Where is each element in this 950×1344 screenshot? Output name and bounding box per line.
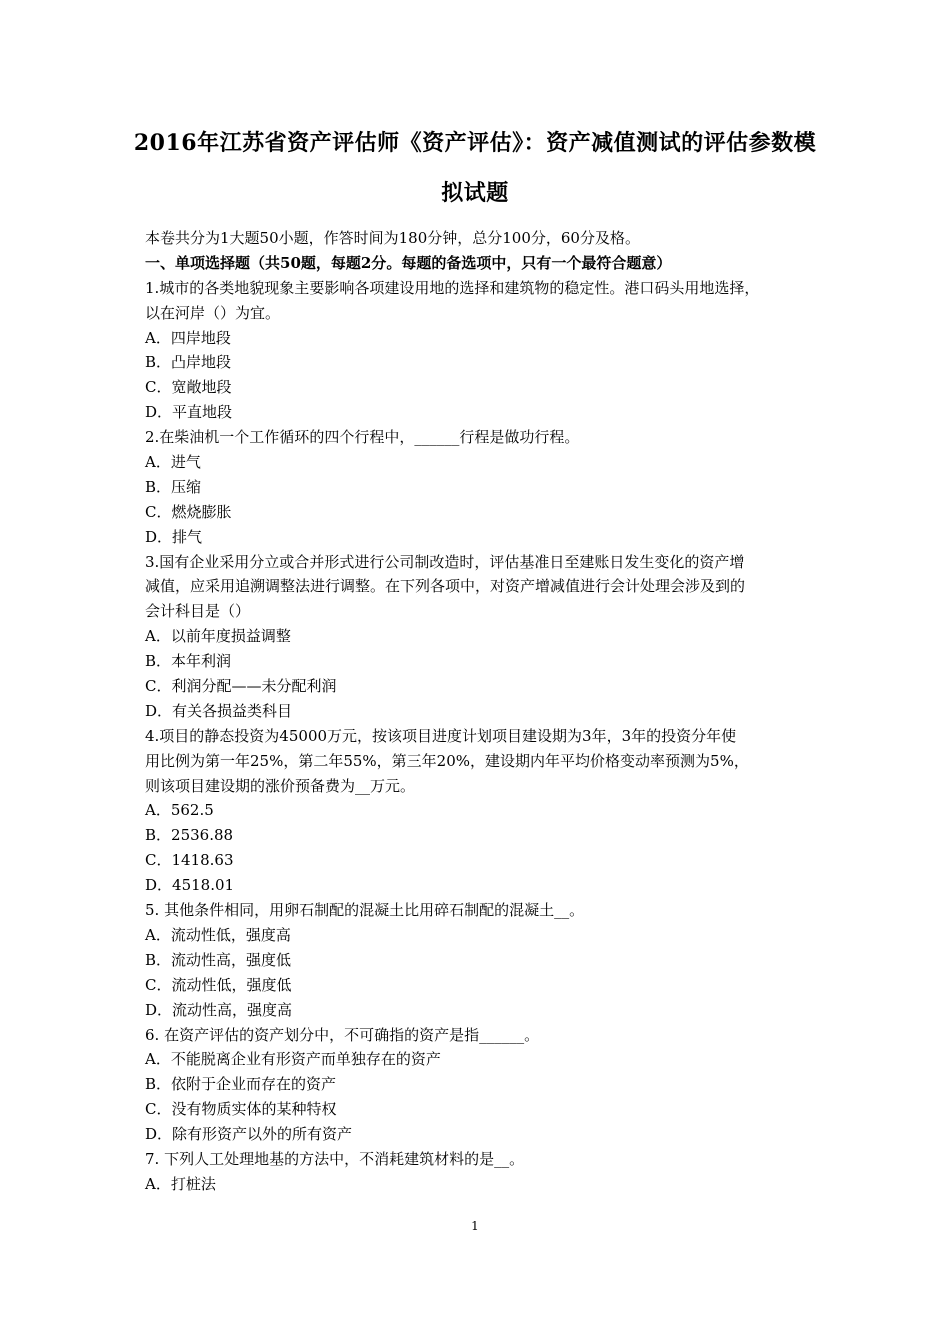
answer-option: C．宽敞地段	[145, 378, 232, 397]
question-stem-line: 会计科目是（）	[145, 602, 251, 621]
answer-option: D．除有形资产以外的所有资产	[145, 1125, 353, 1144]
answer-option: A．进气	[145, 453, 201, 472]
question-stem-line: 1.城市的各类地貌现象主要影响各项建设用地的选择和建筑物的稳定性。港口码头用地选择，	[145, 278, 760, 297]
page-number: 1	[471, 1219, 479, 1233]
answer-option: C．利润分配——未分配利润	[145, 677, 337, 696]
answer-option: A．四岸地段	[145, 328, 231, 347]
question-stem-line: 7. 下列人工处理地基的方法中，不消耗建筑材料的是__。	[145, 1149, 525, 1168]
answer-option: A．以前年度损益调整	[145, 627, 291, 646]
document-title-line-1: 2016年江苏省资产评估师《资产评估》：资产减值测试的评估参数模	[133, 130, 817, 156]
answer-option: C．流动性低，强度低	[145, 975, 292, 994]
answer-option: C．没有物质实体的某种特权	[145, 1100, 337, 1119]
answer-option: B．压缩	[145, 477, 202, 496]
question-stem-line: 以在河岸（）为宜。	[145, 303, 281, 322]
question-7	[145, 1147, 825, 1197]
answer-option: B．本年利润	[145, 652, 232, 671]
question-stem-line: 6. 在资产评估的资产划分中，不可确指的资产是指______。	[145, 1025, 540, 1044]
document-body	[145, 226, 825, 1197]
answer-option: B．流动性高，强度低	[145, 950, 292, 969]
question-stem-line: 2.在柴油机一个工作循环的四个行程中，______行程是做功行程。	[145, 428, 580, 447]
question-stem-line: 用比例为第一年25%，第二年55%，第三年20%，建设期内年平均价格变动率预测为5%，	[145, 751, 749, 770]
answer-option: B．2536.88	[145, 826, 234, 845]
question-6	[145, 1023, 825, 1147]
document-title-line-2: 拟试题	[441, 180, 509, 206]
answer-option: D．平直地段	[145, 403, 233, 422]
question-3	[145, 550, 825, 724]
question-2	[145, 425, 825, 549]
answer-option: A．不能脱离企业有形资产而单独存在的资产	[145, 1050, 441, 1069]
answer-option: D．排气	[145, 527, 203, 546]
exam-intro: 本卷共分为1大题50小题，作答时间为180分钟，总分100分，60分及格。	[145, 229, 640, 247]
question-stem-line: 5. 其他条件相同，用卵石制配的混凝土比用碎石制配的混凝土__。	[145, 901, 585, 920]
question-5	[145, 898, 825, 1022]
answer-option: D．4518.01	[145, 876, 235, 895]
answer-option: A．打桩法	[145, 1174, 216, 1193]
question-4	[145, 724, 825, 898]
answer-option: A．562.5	[145, 801, 214, 820]
question-stem-line: 则该项目建设期的涨价预备费为__万元。	[145, 776, 416, 795]
answer-option: B．依附于企业而存在的资产	[145, 1075, 337, 1094]
question-stem-line: 4.项目的静态投资为45000万元，按该项目进度计划项目建设期为3年，3年的投资分年使	[145, 726, 737, 745]
question-1	[145, 276, 825, 425]
section-heading: 一、单项选择题（共50题，每题2分。每题的备选项中，只有一个最符合题意）	[145, 253, 672, 272]
answer-option: D．有关各损益类科目	[145, 701, 293, 720]
answer-option: B．凸岸地段	[145, 353, 232, 372]
question-stem-line: 减值，应采用追溯调整法进行调整。在下列各项中，对资产增减值进行会计处理会涉及到的	[145, 577, 746, 596]
answer-option: A．流动性低，强度高	[145, 925, 291, 944]
question-stem-line: 3.国有企业采用分立或合并形式进行公司制改造时，评估基准日至建账日发生变化的资产增	[145, 552, 745, 571]
answer-option: C．1418.63	[145, 851, 234, 870]
answer-option: C．燃烧膨胀	[145, 502, 232, 521]
answer-option: D．流动性高，强度高	[145, 1000, 293, 1019]
